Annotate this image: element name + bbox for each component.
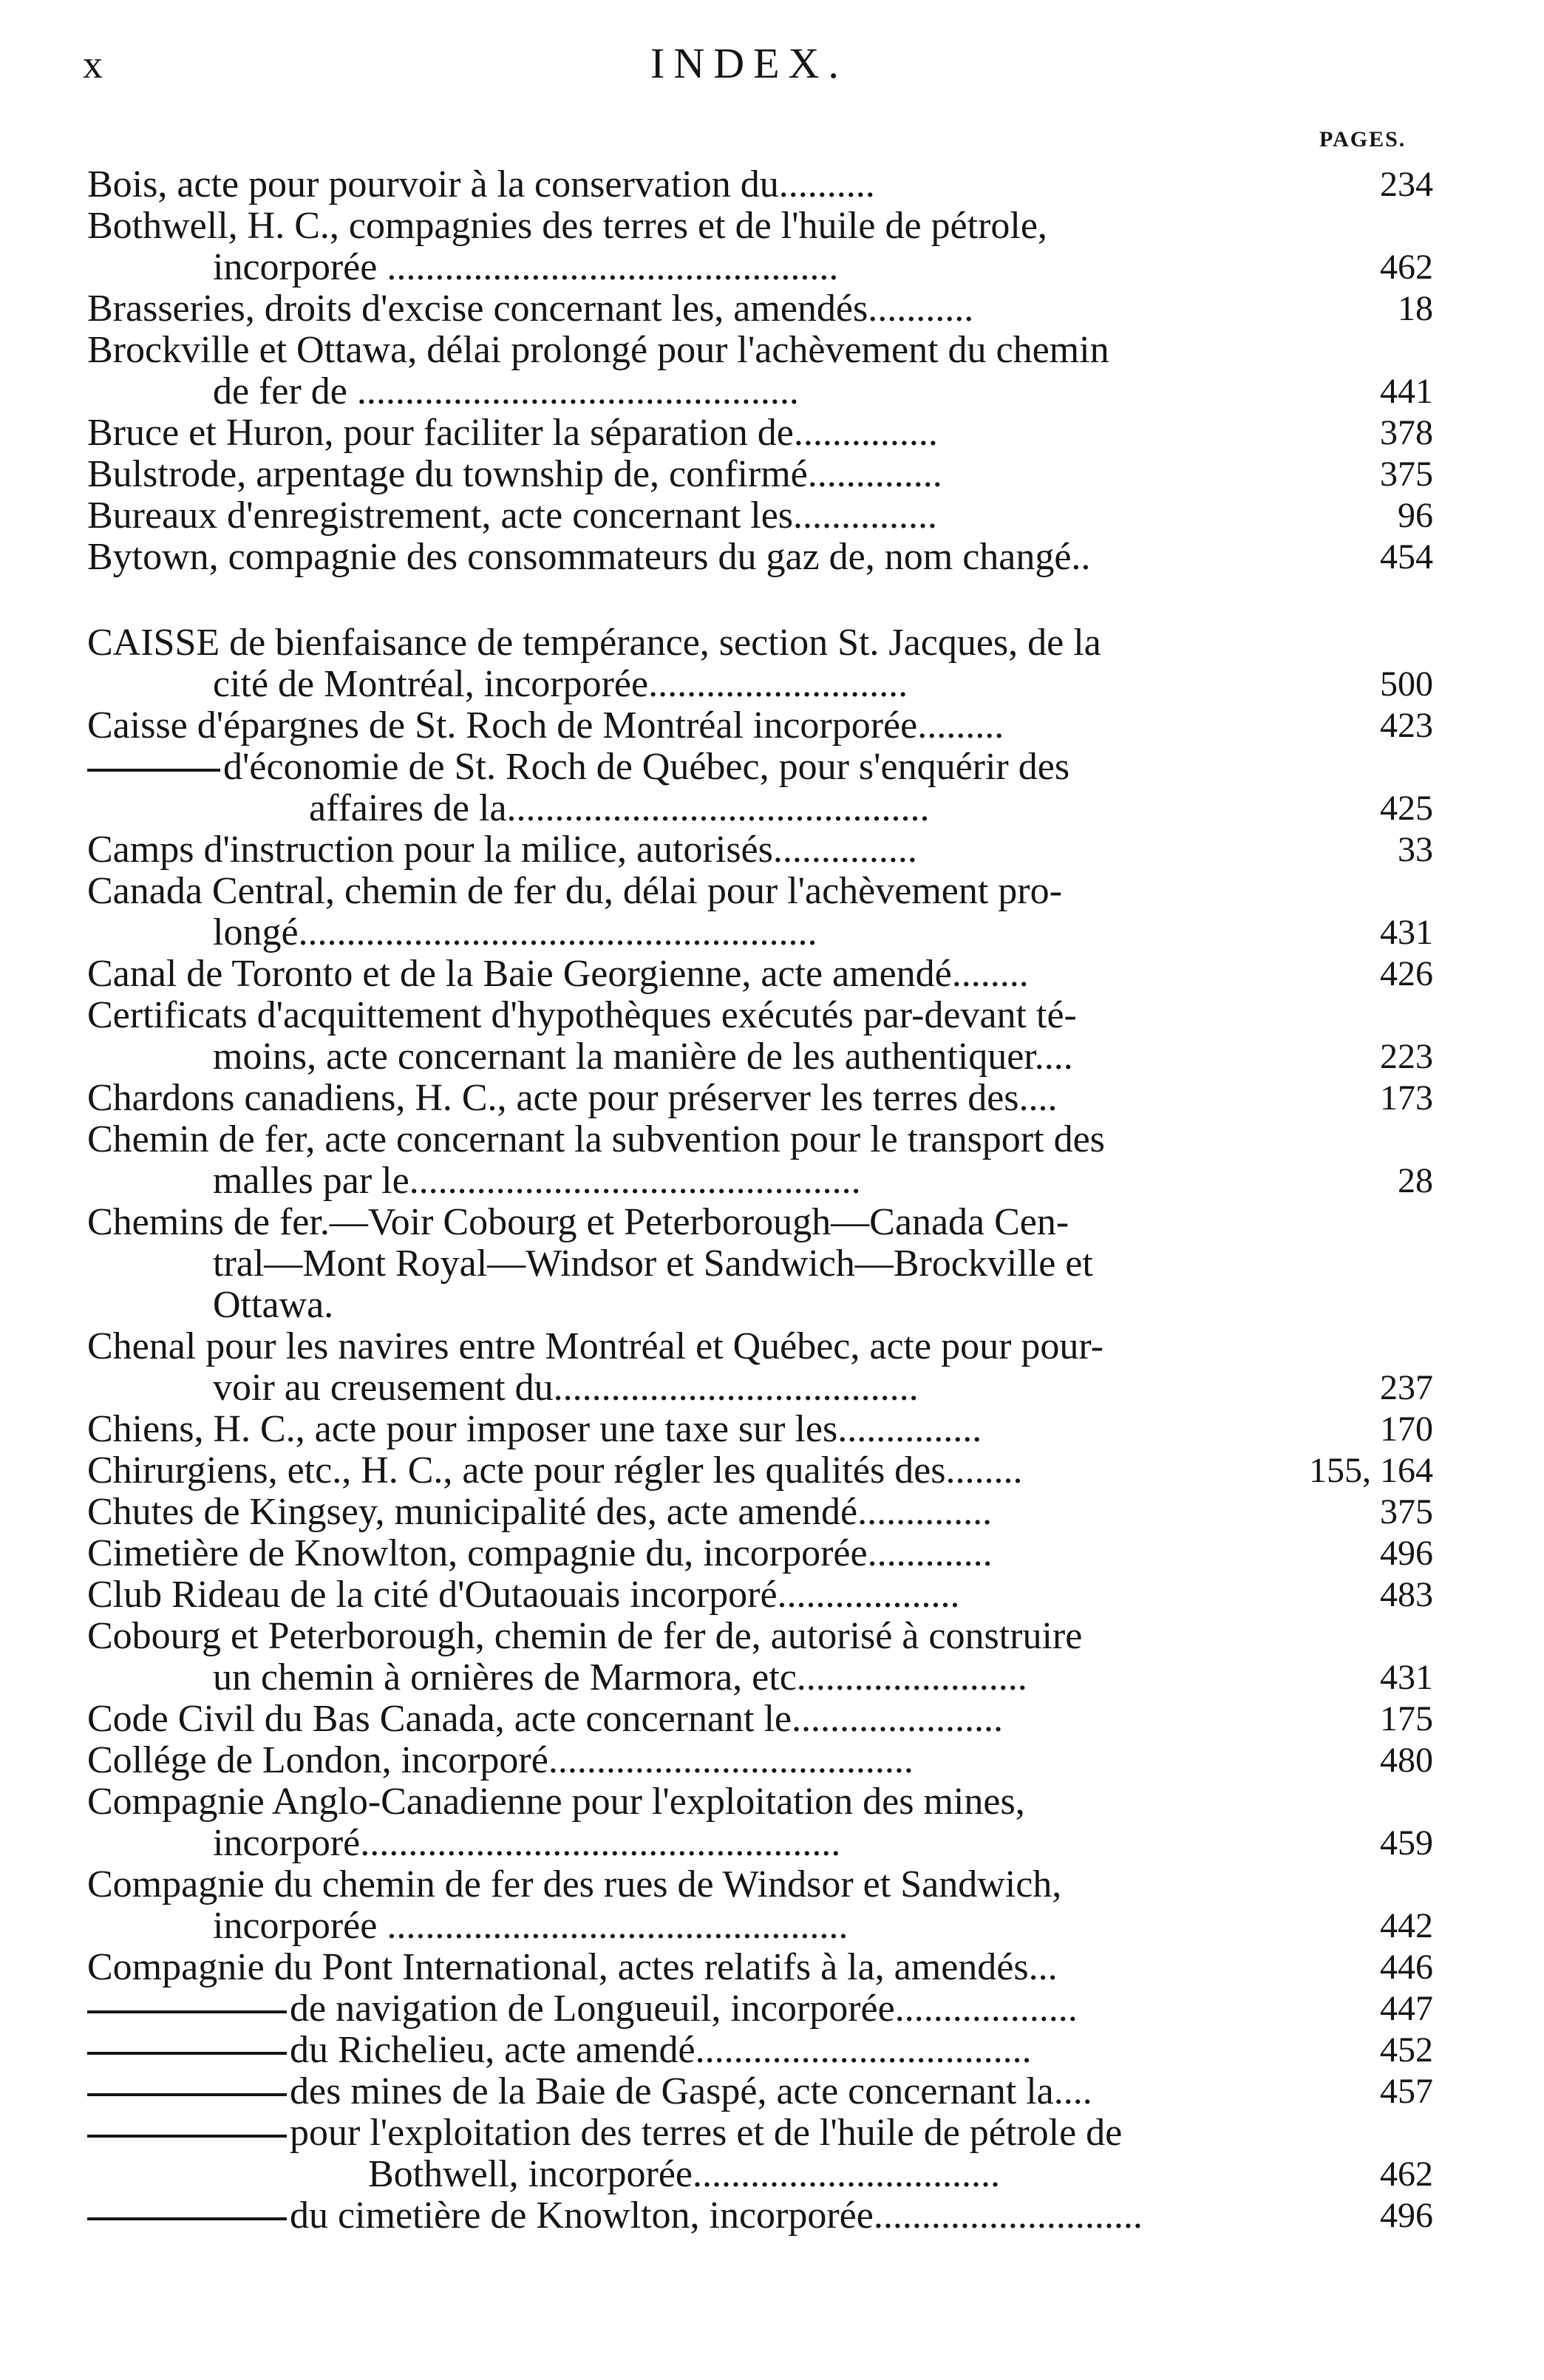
entry-line xyxy=(0,495,1395,537)
entry-text: voir au creusement du...................................... xyxy=(213,1367,919,1409)
entry-line xyxy=(0,288,1395,330)
entry-text: Bulstrode, arpentage du township de, confirmé.............. xyxy=(87,454,942,495)
entry-line xyxy=(0,747,1395,788)
page-reference: 28 xyxy=(1398,1161,1433,1200)
page-reference: 237 xyxy=(1380,1368,1433,1407)
entry-line xyxy=(0,1326,1395,1367)
ditto-dash xyxy=(87,2052,287,2055)
entry-continuation-line xyxy=(0,247,1521,288)
entry-line xyxy=(0,2112,1395,2154)
entry-line xyxy=(0,1202,1395,1243)
index-entry xyxy=(0,705,1544,747)
entry-text: Compagnie du chemin de fer des rues de Windsor et Sandwich, xyxy=(87,1864,1062,1905)
entry-text: Brasseries, droits d'excise concernant les, amendés........... xyxy=(87,288,974,330)
page-reference: 426 xyxy=(1380,954,1433,993)
page-reference: 375 xyxy=(1380,455,1433,494)
index-entry xyxy=(0,1740,1544,1781)
entry-line xyxy=(0,995,1395,1036)
page-reference: 483 xyxy=(1380,1575,1433,1614)
ditto-dash xyxy=(87,769,220,772)
entry-text: Club Rideau de la cité d'Outaouais incorporé................... xyxy=(87,1574,960,1616)
entry-line xyxy=(0,164,1395,205)
page-reference: 500 xyxy=(1380,664,1433,704)
index-entry xyxy=(0,537,1544,578)
page-reference: 234 xyxy=(1380,165,1433,204)
index-entry xyxy=(0,1699,1544,1740)
entry-line xyxy=(0,1699,1395,1740)
page-reference: 447 xyxy=(1380,1989,1433,2028)
entry-continuation-line xyxy=(0,1657,1521,1699)
index-entry xyxy=(0,829,1544,871)
entry-line xyxy=(0,2030,1395,2071)
entry-text: Ottawa. xyxy=(213,1285,334,1326)
page-reference: 431 xyxy=(1380,913,1433,952)
ditto-dash xyxy=(87,2010,287,2013)
index-entry xyxy=(0,1616,1544,1699)
entry-text: tral—Mont Royal—Windsor et Sandwich—Brockville et xyxy=(213,1243,1093,1285)
entry-continuation-line xyxy=(0,1905,1521,1947)
entry-text: un chemin à ornières de Marmora, etc........................ xyxy=(213,1657,1027,1699)
index-entry xyxy=(0,454,1544,495)
index-entry xyxy=(0,205,1544,288)
ditto-dash xyxy=(87,2217,287,2220)
entry-text: Certificats d'acquittement d'hypothèques exécutés par-devant té- xyxy=(87,995,1077,1036)
entry-text: Chemins de fer.—Voir Cobourg et Peterborough—Canada Cen- xyxy=(87,1202,1069,1243)
entry-text: Bois, acte pour pourvoir à la conservation du.......... xyxy=(87,164,875,205)
entry-line xyxy=(0,205,1395,247)
entry-text: Chiens, H. C., acte pour imposer une taxe sur les............... xyxy=(87,1409,982,1450)
entry-text: incorporée ............................................... xyxy=(213,247,839,288)
entry-text: incorporé.................................................. xyxy=(213,1823,841,1864)
entry-text: Compagnie Anglo-Canadienne pour l'exploitation des mines, xyxy=(87,1781,1025,1823)
index-entry xyxy=(0,953,1544,995)
index-entry xyxy=(0,1078,1544,1119)
entry-text: Bothwell, H. C., compagnies des terres et de l'huile de pétrole, xyxy=(87,205,1047,247)
index-entries xyxy=(0,164,1544,2237)
index-entry xyxy=(0,2071,1544,2112)
entry-text: Chenal pour les navires entre Montréal et Québec, acte pour pour- xyxy=(87,1326,1103,1367)
page-reference: 33 xyxy=(1398,830,1433,869)
page-reference: 155, 164 xyxy=(1309,1451,1433,1490)
entry-text: pour l'exploitation des terres et de l'huile de pétrole de xyxy=(290,2112,1123,2154)
entry-line xyxy=(0,1450,1395,1492)
entry-continuation-line xyxy=(0,1285,1521,1326)
index-entry xyxy=(0,2030,1544,2071)
index-entry xyxy=(0,1781,1544,1864)
page-reference: 496 xyxy=(1380,2196,1433,2235)
entry-line xyxy=(0,1781,1395,1823)
entry-line xyxy=(0,1740,1395,1781)
page-reference: 378 xyxy=(1380,413,1433,452)
index-entry xyxy=(0,164,1544,205)
entry-line xyxy=(0,1574,1395,1616)
page-title: INDEX. xyxy=(650,39,848,87)
entry-continuation-line xyxy=(0,1243,1521,1285)
section-gap xyxy=(0,578,1544,622)
entry-line xyxy=(0,412,1395,454)
entry-continuation-line xyxy=(0,1367,1521,1409)
entry-text: Bothwell, incorporée................................ xyxy=(368,2154,1000,2195)
entry-text: Canada Central, chemin de fer du, délai pour l'achèvement pro- xyxy=(87,871,1062,912)
entry-text: Bytown, compagnie des consommateurs du gaz de, nom changé.. xyxy=(87,537,1091,578)
entry-line xyxy=(0,829,1395,871)
page-reference: 18 xyxy=(1398,289,1433,328)
entry-text: du Richelieu, acte amendé................................... xyxy=(290,2030,1032,2071)
entry-line xyxy=(0,1078,1395,1119)
index-entry xyxy=(0,871,1544,953)
entry-line xyxy=(0,1988,1395,2030)
page-reference: 425 xyxy=(1380,789,1433,828)
index-entry xyxy=(0,622,1544,705)
entry-continuation-line xyxy=(0,788,1544,829)
entry-text: Brockville et Ottawa, délai prolongé pour l'achèvement du chemin xyxy=(87,330,1109,371)
page-number: x xyxy=(83,42,103,86)
page-reference: 173 xyxy=(1380,1078,1433,1118)
entry-line xyxy=(0,953,1395,995)
index-entry xyxy=(0,330,1544,412)
entry-text: Code Civil du Bas Canada, acte concernant le...................... xyxy=(87,1699,1004,1740)
page-reference: 431 xyxy=(1380,1658,1433,1697)
index-entry xyxy=(0,1988,1544,2030)
entry-line xyxy=(0,705,1395,747)
page-reference: 452 xyxy=(1380,2030,1433,2070)
entry-line xyxy=(0,330,1395,371)
entry-text: Collége de London, incorporé...................................... xyxy=(87,1740,914,1781)
page-reference: 423 xyxy=(1380,706,1433,745)
entry-text: malles par le............................................... xyxy=(213,1160,861,1202)
page-reference: 441 xyxy=(1380,372,1433,411)
page-reference: 480 xyxy=(1380,1741,1433,1780)
entry-text: des mines de la Baie de Gaspé, acte concernant la.... xyxy=(290,2071,1092,2112)
entry-line xyxy=(0,1119,1395,1160)
index-entry xyxy=(0,1947,1544,1988)
entry-line xyxy=(0,1864,1395,1905)
index-entry xyxy=(0,1409,1544,1450)
entry-text: Cimetière de Knowlton, compagnie du, incorporée............. xyxy=(87,1533,993,1574)
entry-line xyxy=(0,2195,1395,2237)
entry-text: Bruce et Huron, pour faciliter la séparation de............... xyxy=(87,412,938,454)
index-entry xyxy=(0,1574,1544,1616)
entry-line xyxy=(0,1947,1395,1988)
index-entry xyxy=(0,288,1544,330)
entry-text: de navigation de Longueuil, incorporée................... xyxy=(290,1988,1078,2030)
index-entry xyxy=(0,1533,1544,1574)
page-reference: 462 xyxy=(1380,248,1433,287)
index-entry xyxy=(0,412,1544,454)
ditto-dash xyxy=(87,2135,287,2138)
page-reference: 375 xyxy=(1380,1492,1433,1531)
entry-line xyxy=(0,1409,1395,1450)
entry-text: longé...................................................... xyxy=(213,912,817,953)
entry-line xyxy=(0,1492,1395,1533)
entry-line xyxy=(0,871,1395,912)
entry-text: moins, acte concernant la manière de les authentiquer.... xyxy=(213,1036,1073,1078)
index-entry xyxy=(0,1202,1544,1326)
index-entry xyxy=(0,2195,1544,2237)
page-reference: 442 xyxy=(1380,1906,1433,1945)
entry-text: de fer de .............................................. xyxy=(213,371,799,412)
page-reference: 457 xyxy=(1380,2072,1433,2111)
index-entry xyxy=(0,1119,1544,1202)
page-reference: 175 xyxy=(1380,1699,1433,1738)
entry-continuation-line xyxy=(0,1160,1521,1202)
entry-continuation-line xyxy=(0,912,1521,953)
entry-continuation-line xyxy=(0,1823,1521,1864)
entry-text: incorporée ................................................ xyxy=(213,1905,848,1947)
entry-text: Chardons canadiens, H. C., acte pour préserver les terres des.... xyxy=(87,1078,1058,1119)
entry-text: Chirurgiens, etc., H. C., acte pour régler les qualités des........ xyxy=(87,1450,1023,1492)
entry-text: Bureaux d'enregistrement, acte concernant les............... xyxy=(87,495,938,537)
entry-text: cité de Montréal, incorporée........................... xyxy=(213,664,908,705)
index-entry xyxy=(0,1492,1544,1533)
index-entry xyxy=(0,995,1544,1078)
entry-text: Chutes de Kingsey, municipalité des, acte amendé.............. xyxy=(87,1492,993,1533)
index-entry xyxy=(0,2112,1544,2195)
page-reference: 496 xyxy=(1380,1534,1433,1573)
page-header xyxy=(0,38,1544,98)
pages-column-label: PAGES. xyxy=(1319,127,1407,152)
entry-text: Cobourg et Peterborough, chemin de fer de, autorisé à construire xyxy=(87,1616,1083,1657)
index-entry xyxy=(0,747,1544,829)
page-reference: 446 xyxy=(1380,1948,1433,1987)
index-entry xyxy=(0,495,1544,537)
entry-line xyxy=(0,1616,1395,1657)
entry-continuation-line xyxy=(0,2154,1544,2195)
page-reference: 170 xyxy=(1380,1410,1433,1449)
entry-text: Camps d'instruction pour la milice, autorisés............... xyxy=(87,829,917,871)
entry-text: CAISSE de bienfaisance de tempérance, section St. Jacques, de la xyxy=(87,622,1101,664)
entry-text: Compagnie du Pont International, actes relatifs à la, amendés... xyxy=(87,1947,1058,1988)
page-reference: 459 xyxy=(1380,1823,1433,1863)
entry-text: Chemin de fer, acte concernant la subvention pour le transport des xyxy=(87,1119,1105,1160)
page-reference: 223 xyxy=(1380,1037,1433,1076)
page-reference: 462 xyxy=(1380,2155,1433,2194)
index-entry xyxy=(0,1326,1544,1409)
entry-line xyxy=(0,454,1395,495)
index-entry xyxy=(0,1450,1544,1492)
entry-text: du cimetière de Knowlton, incorporée............................ xyxy=(290,2195,1143,2237)
entry-text: Caisse d'épargnes de St. Roch de Montréal incorporée......... xyxy=(87,705,1004,747)
entry-text: affaires de la............................................ xyxy=(309,788,930,829)
page-reference: 454 xyxy=(1380,537,1433,577)
entry-line xyxy=(0,622,1395,664)
index-entry xyxy=(0,1864,1544,1947)
ditto-dash xyxy=(87,2093,287,2096)
entry-line xyxy=(0,1533,1395,1574)
page-reference: 96 xyxy=(1398,496,1433,535)
entry-line xyxy=(0,2071,1395,2112)
entry-line xyxy=(0,537,1395,578)
entry-continuation-line xyxy=(0,371,1521,412)
entry-text: d'économie de St. Roch de Québec, pour s'enquérir des xyxy=(223,747,1070,788)
entry-text: Canal de Toronto et de la Baie Georgienne, acte amendé........ xyxy=(87,953,1029,995)
entry-continuation-line xyxy=(0,1036,1521,1078)
entry-continuation-line xyxy=(0,664,1521,705)
